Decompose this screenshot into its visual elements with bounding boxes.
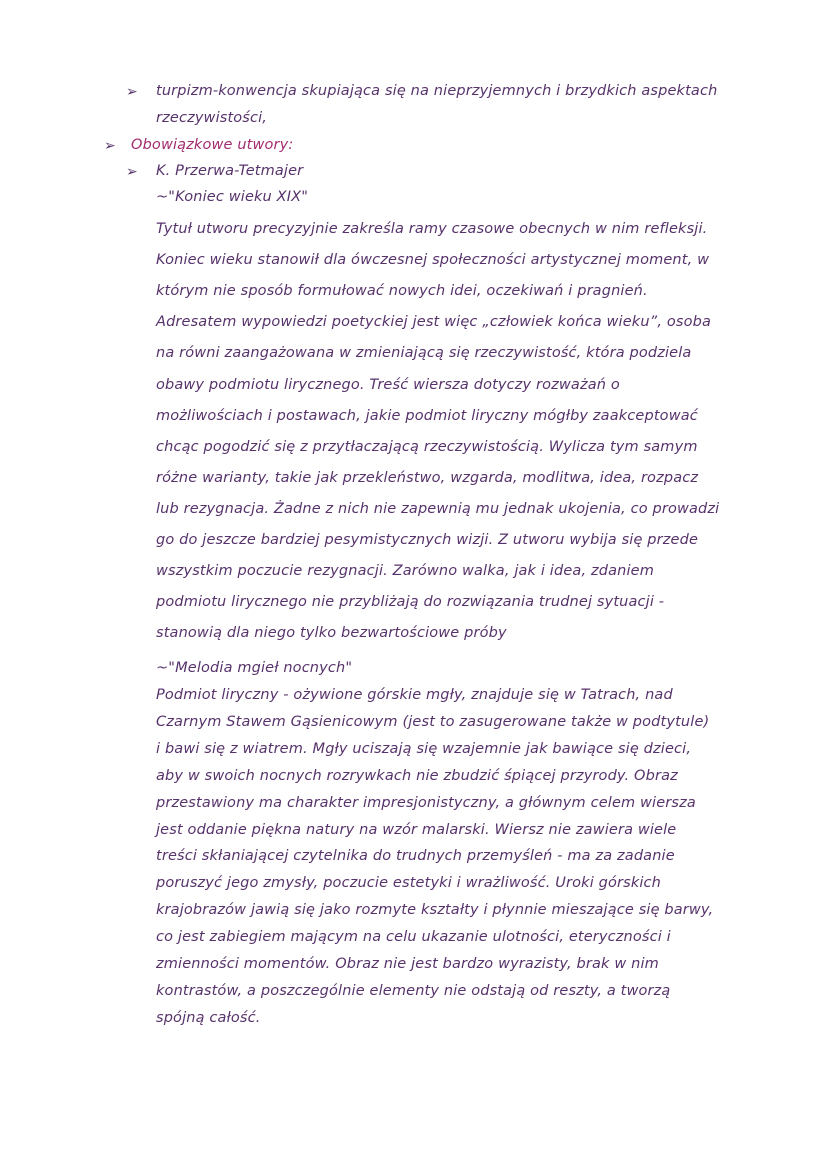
paragraph-line: i bawi się z wiatrem. Mgły uciszają się wzajemnie jak bawiące się dzieci, (156, 740, 692, 757)
paragraph-line: spójną całość. (156, 1009, 261, 1026)
poem-title: ~"Melodia mgieł nocnych" (156, 660, 353, 676)
paragraph-line: chcąc pogodzić się z przytłaczającą rzeczywistością. Wylicza tym samym (156, 438, 698, 455)
author-name: K. Przerwa-Tetmajer (156, 163, 304, 179)
bullet-arrow-icon: ➢ (126, 84, 138, 100)
paragraph-line: aby w swoich nocnych rozrywkach nie zbudzić śpiącej przyrody. Obraz (156, 767, 678, 784)
paragraph-line: kontrastów, a poszczególnie elementy nie odstają od reszty, a tworzą (156, 982, 671, 999)
paragraph-line: wszystkim poczucie rezygnacji. Zarówno walka, jak i idea, zdaniem (156, 563, 654, 580)
section-heading: Obowiązkowe utwory: (131, 137, 294, 153)
bullet-arrow-icon: ➢ (104, 138, 116, 154)
paragraph-line: na równi zaangażowana w zmieniającą się rzeczywistość, która podziela (156, 345, 692, 362)
paragraph-line: krajobrazów jawią się jako rozmyte kształty i płynnie mieszające się barwy, (156, 902, 714, 919)
intro-line: rzeczywistości, (156, 110, 268, 126)
paragraph-line: obawy podmiotu lirycznego. Treść wiersza dotyczy rozważań o (156, 376, 620, 393)
paragraph-line: różne warianty, takie jak przekleństwo, wzgarda, modlitwa, idea, rozpacz (156, 469, 699, 486)
paragraph-line: Adresatem wypowiedzi poetyckiej jest więc „człowiek końca wieku”, osoba (156, 314, 712, 331)
paragraph-line: co jest zabiegiem mającym na celu ukazanie ulotności, eteryczności i (156, 929, 671, 946)
paragraph-line: jest oddanie piękna natury na wzór malarski. Wiersz nie zawiera wiele (156, 821, 677, 838)
paragraph-line: którym nie sposób formułować nowych idei, oczekiwań i pragnień. (156, 283, 648, 300)
intro-line: turpizm-konwencja skupiająca się na nieprzyjemnych i brzydkich aspektach (156, 83, 718, 99)
paragraph-line: treści skłaniającej czytelnika do trudnych przemyśleń - ma za zadanie (156, 848, 675, 865)
paragraph-line: go do jeszcze bardziej pesymistycznych wizji. Z utworu wybija się przede (156, 532, 699, 548)
poem-title: ~"Koniec wieku XIX" (156, 189, 309, 205)
paragraph-line: poruszyć jego zmysły, poczucie estetyki i wrażliwość. Uroki górskich (156, 875, 662, 892)
bullet-arrow-icon: ➢ (126, 164, 138, 180)
paragraph-line: Czarnym Stawem Gąsienicowym (jest to zasugerowane także w podtytule) (156, 713, 710, 730)
paragraph-line: przestawiony ma charakter impresjonistyczny, a głównym celem wiersza (156, 794, 696, 811)
paragraph-line: możliwościach i postawach, jakie podmiot liryczny mógłby zaakceptować (156, 407, 698, 424)
paragraph-line: zmienności momentów. Obraz nie jest bardzo wyrazisty, brak w nim (156, 956, 659, 972)
paragraph-line: lub rezygnacja. Żadne z nich nie zapewnią mu jednak ukojenia, co prowadzi (156, 500, 720, 517)
paragraph-line: Podmiot liryczny - ożywione górskie mgły, znajduje się w Tatrach, nad (156, 687, 673, 703)
paragraph-line: stanowią dla niego tylko bezwartościowe próby (156, 625, 507, 642)
paragraph-line: Tytuł utworu precyzyjnie zakreśla ramy czasowe obecnych w nim refleksji. (156, 221, 708, 237)
paragraph-line: Koniec wieku stanowił dla ówczesnej społeczności artystycznej moment, w (156, 252, 710, 269)
paragraph-line: podmiotu lirycznego nie przybliżają do rozwiązania trudnej sytuacji - (156, 594, 665, 611)
